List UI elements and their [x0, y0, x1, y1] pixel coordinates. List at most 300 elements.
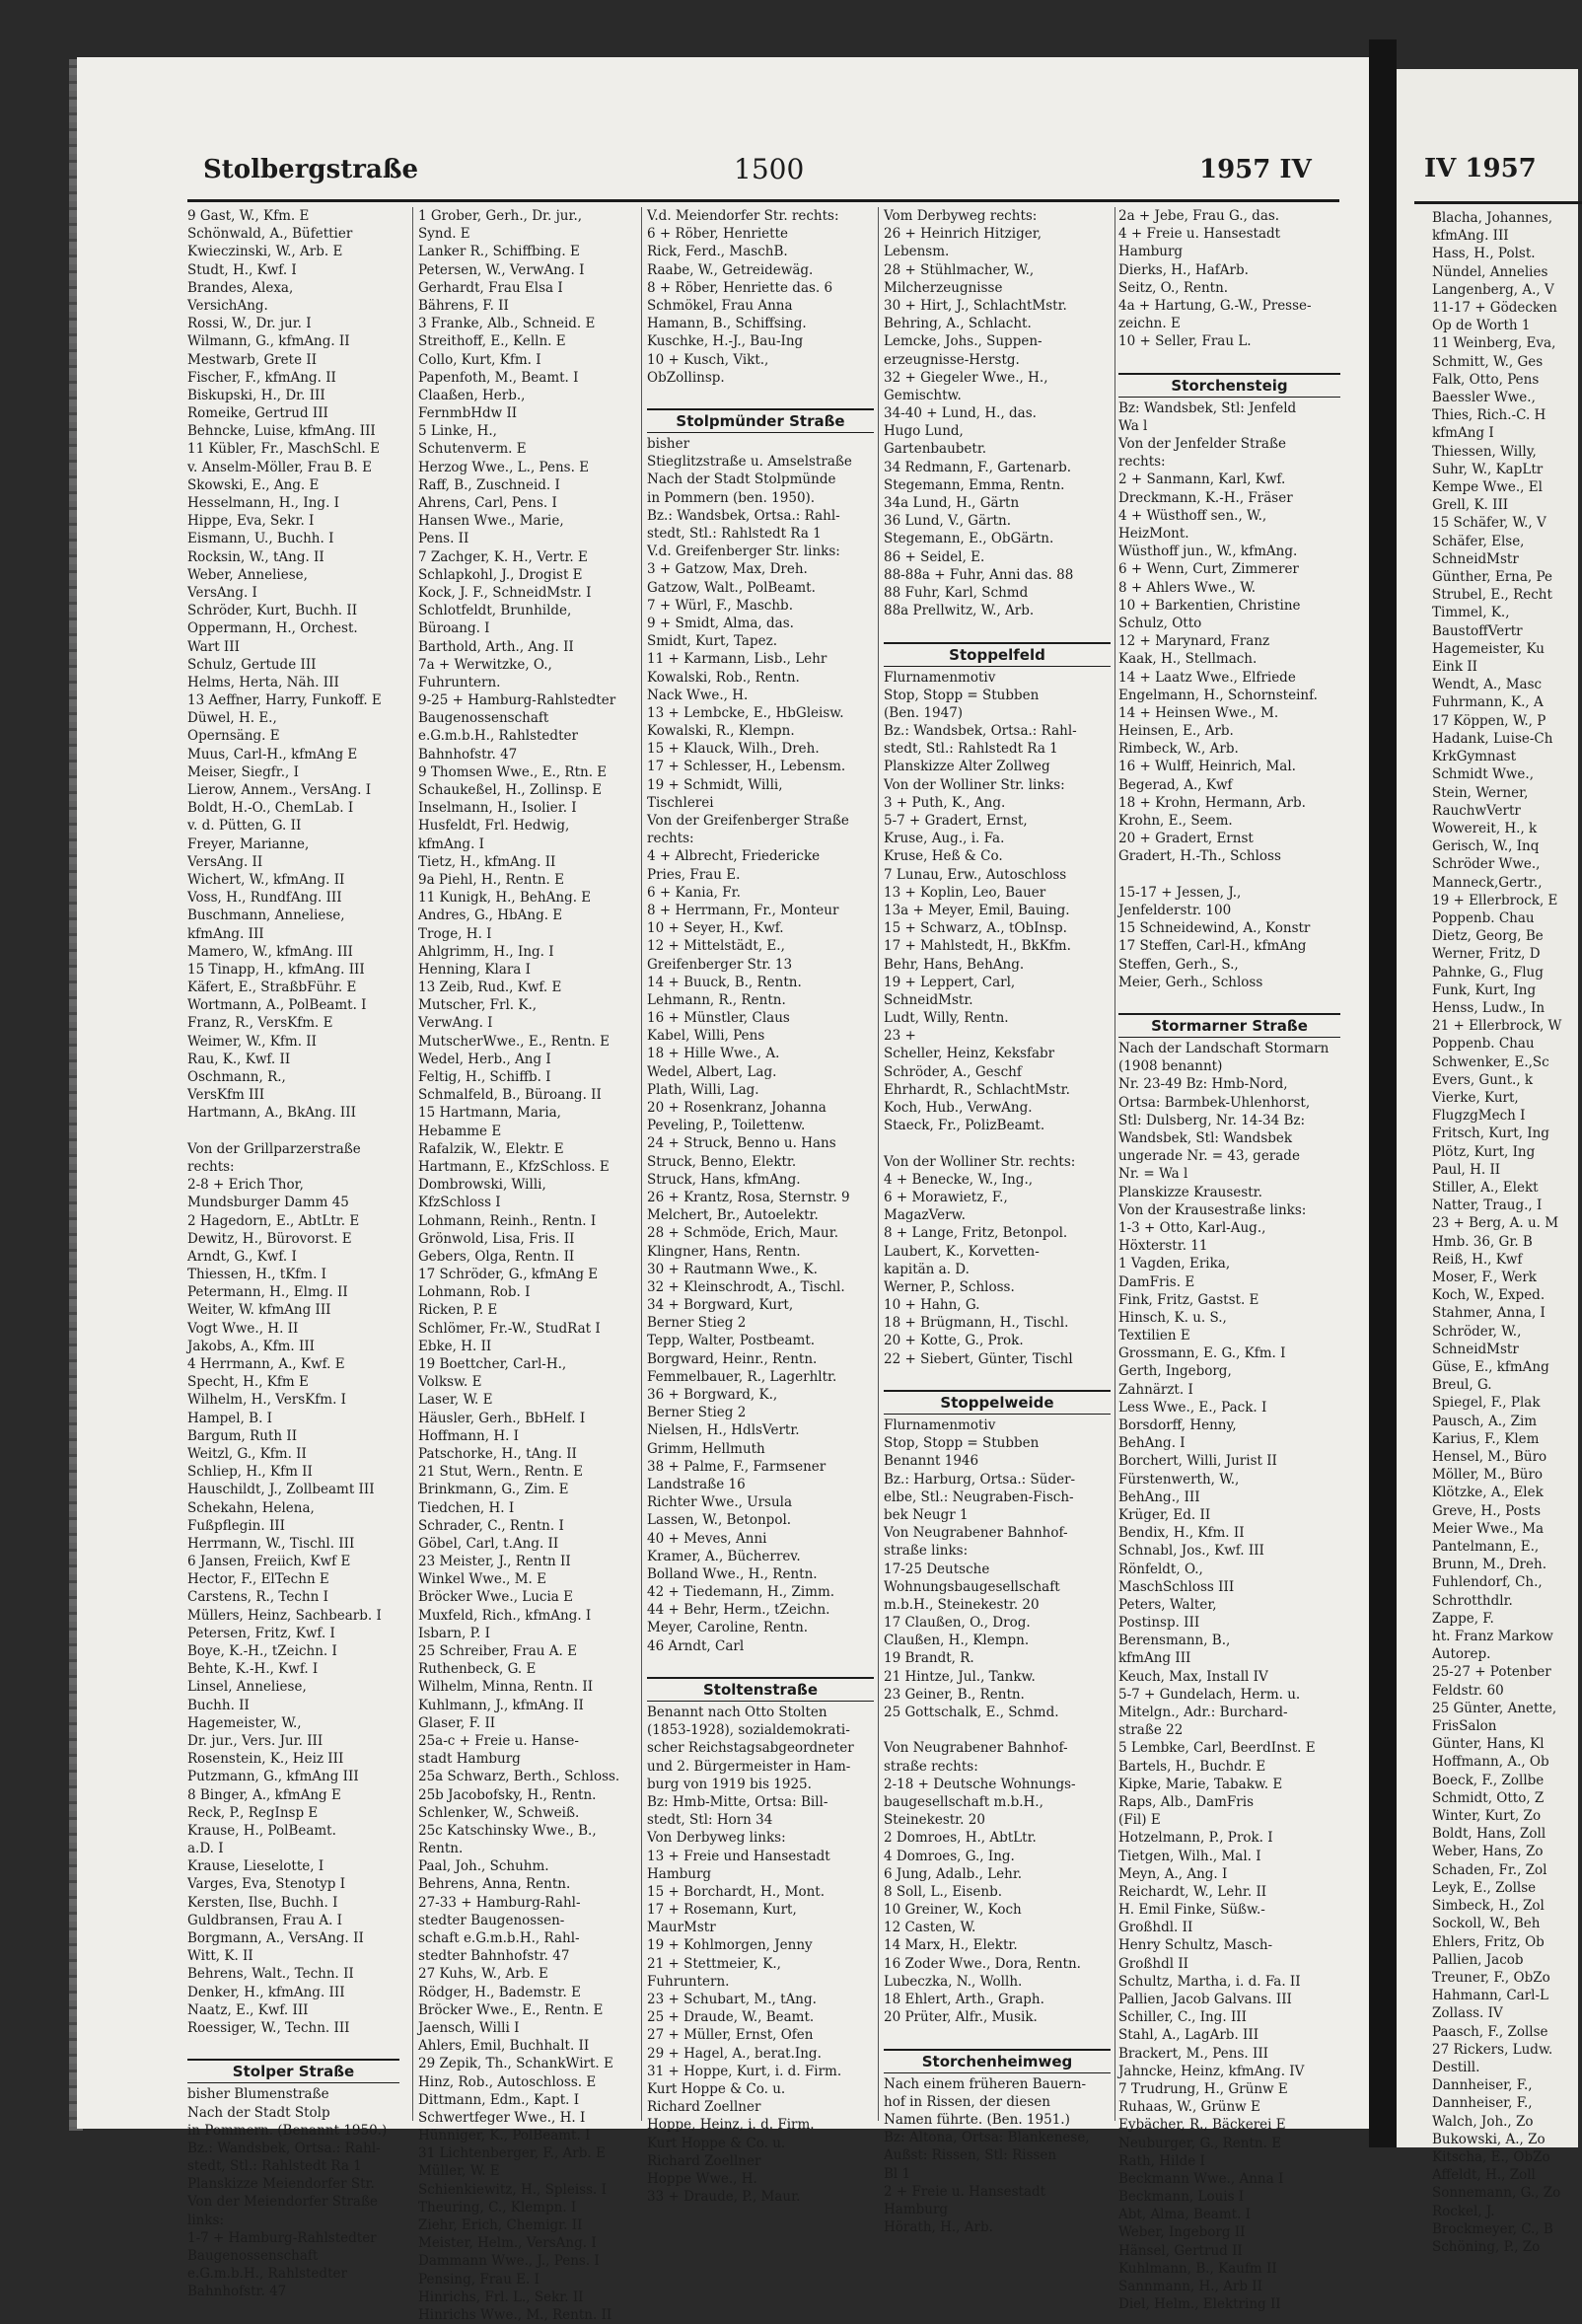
directory-entry: Weber, Anneliese, — [187, 566, 308, 583]
directory-entry: Kuschke, H.-J., Bau-Ing — [647, 333, 804, 350]
directory-entry: 25 Gottschalk, E., Schmd. — [884, 1705, 1059, 1720]
directory-entry: Textilien E — [1118, 1328, 1190, 1344]
directory-entry: Gradert, H.-Th., Schloss — [1118, 848, 1281, 865]
directory-entry: Muus, Carl-H., kfmAng E — [187, 746, 358, 763]
directory-entry: Varges, Eva, Stenotyp I — [187, 1876, 346, 1893]
directory-entry: Schutenverm. E — [418, 441, 527, 458]
directory-entry: Behring, A., Schlacht. — [884, 316, 1032, 332]
directory-entry: 14 + Laatz Wwe., Elfriede — [1118, 669, 1296, 686]
directory-entry: Pallien, Jacob — [1432, 1951, 1524, 1968]
directory-entry: Peters, Walter, — [1118, 1596, 1217, 1613]
directory-entry: kapitän a. D. — [884, 1261, 970, 1277]
directory-entry: Kwieczinski, W., Arb. E — [187, 244, 343, 260]
directory-entry: 3 + Gatzow, Max, Dreh. — [647, 561, 808, 578]
directory-entry: Lehmann, R., Rentn. — [647, 991, 786, 1008]
directory-entry: Wortmann, A., PolBeamt. I — [187, 997, 367, 1014]
directory-entry: Berner Stieg 2 — [647, 1405, 747, 1421]
directory-entry: 6 + Morawietz, F., — [884, 1189, 1008, 1205]
directory-entry: Dammann Wwe., J., Pens. I — [418, 2253, 600, 2270]
directory-entry: (1853-1928), sozialdemokrati- — [647, 1722, 850, 1739]
directory-entry: Fuhlendorf, Ch., — [1432, 1574, 1543, 1591]
directory-entry: Von der Greifenberger Straße — [647, 813, 849, 829]
directory-entry: Kurt Hoppe & Co. u. — [647, 2135, 786, 2151]
directory-entry: Lanker R., Schiffbing. E — [418, 244, 580, 260]
directory-entry: 12 + Mittelstädt, E., — [647, 938, 785, 955]
directory-entry: ObZollinsp. — [647, 369, 725, 386]
directory-entry: Weber, Ingeborg II — [1118, 2224, 1246, 2241]
directory-entry: 15 + Klauck, Wilh., Dreh. — [647, 741, 820, 758]
directory-entry: Hünniger, K., PolBeamt. I — [418, 2128, 591, 2144]
directory-entry: 34 Redmann, F., Gartenarb. — [884, 459, 1072, 475]
directory-entry: Ludt, Willy, Rentn. — [884, 1010, 1009, 1027]
directory-entry: Oppermann, H., Orchest. — [187, 620, 358, 637]
directory-entry: Weiter, W. kfmAng III — [187, 1302, 331, 1319]
directory-entry: Stahmer, Anna, I — [1432, 1305, 1546, 1322]
directory-entry: Studt, H., Kwf. I — [187, 261, 297, 278]
directory-entry: Blacha, Johannes, — [1432, 210, 1553, 226]
directory-entry: VersAng. II — [187, 853, 263, 870]
directory-entry: Vogt Wwe., H. II — [187, 1320, 299, 1337]
directory-entry: Kersten, Ilse, Buchh. I — [187, 1894, 338, 1911]
directory-entry: stedter Baugenossen- — [418, 1912, 565, 1928]
directory-entry: Wilmann, G., kfmAng. II — [187, 333, 350, 350]
directory-entry: Eismann, U., Buchh. I — [187, 531, 334, 547]
directory-entry: Raabe, W., Getreidewäg. — [647, 261, 814, 278]
directory-entry: Simbeck, H., Zol — [1432, 1898, 1545, 1915]
directory-entry: 30 + Rautmann Wwe., K. — [647, 1261, 818, 1277]
directory-entry: m.b.H., Steinekestr. 20 — [884, 1596, 1040, 1613]
directory-entry: Richard Zoellner — [647, 2152, 761, 2169]
directory-entry: 23 Meister, J., Rentn II — [418, 1554, 571, 1570]
directory-entry: 88-88a + Fuhr, Anni das. 88 — [884, 566, 1074, 583]
directory-entry: Behrens, Anna, Rentn. — [418, 1876, 571, 1893]
directory-entry: Buschmann, Anneliese, — [187, 908, 345, 924]
directory-entry: Kempe Wwe., El — [1432, 479, 1543, 496]
directory-entry: 2 + Freie u. Hansestadt — [884, 2183, 1046, 2200]
directory-entry: Keuch, Max, Install IV — [1118, 1668, 1268, 1685]
directory-entry: Ziehr, Erich, Chemigr. II — [418, 2217, 583, 2233]
directory-entry: Laubert, K., Korvetten- — [884, 1243, 1040, 1260]
directory-entry: Schultz, Martha, i. d. Fa. II — [1118, 1973, 1301, 1990]
directory-entry: Hamburg — [1118, 244, 1184, 260]
directory-entry: 21 + Ellerbrock, W — [1432, 1018, 1562, 1035]
directory-entry: Reichardt, W., Lehr. II — [1118, 1883, 1267, 1900]
directory-entry: straße links: — [884, 1543, 969, 1560]
directory-entry: bek Neugr 1 — [884, 1506, 969, 1523]
directory-entry: 27 Rickers, Ludw. — [1432, 2041, 1553, 2058]
directory-entry: Milcherzeugnisse — [884, 279, 1003, 296]
directory-entry: Rentn. — [418, 1841, 464, 1857]
directory-entry: Rick, Ferd., MaschB. — [647, 244, 788, 260]
directory-entry: 16 + Wulff, Heinrich, Mal. — [1118, 759, 1296, 775]
directory-entry: Fink, Fritz, Gastst. E — [1118, 1291, 1259, 1308]
directory-entry: HeizMont. — [1118, 526, 1189, 542]
directory-entry: Schekahn, Helena, — [187, 1499, 315, 1516]
directory-entry: Krohn, E., Seem. — [1118, 813, 1233, 829]
directory-entry: Hoppe Wwe., H. — [647, 2170, 757, 2187]
directory-entry: Tepp, Walter, Postbeamt. — [647, 1333, 816, 1349]
directory-entry: Breul, G. — [1432, 1377, 1492, 1394]
directory-entry: 25 Günter, Anette, — [1432, 1700, 1557, 1716]
directory-entry: Dannheiser, F., — [1432, 2095, 1533, 2112]
directory-entry: MaschSchloss III — [1118, 1578, 1235, 1595]
directory-entry: Müller, W. E — [418, 2163, 500, 2180]
directory-entry: Lemcke, Johs., Suppen- — [884, 333, 1043, 350]
directory-entry: Less Wwe., E., Pack. I — [1118, 1399, 1267, 1416]
directory-entry: Lassen, W., Betonpol. — [647, 1512, 792, 1529]
directory-entry: 23 + — [884, 1028, 916, 1045]
directory-entry: Guldbransen, Frau A. I — [187, 1912, 342, 1928]
directory-entry: 20 Prüter, Alfr., Musik. — [884, 2009, 1038, 2026]
directory-entry: kfmAng III — [1118, 1650, 1191, 1667]
directory-entry: straße rechts: — [884, 1758, 978, 1775]
directory-entry: (Ben. 1947) — [884, 704, 964, 721]
directory-entry: elbe, Stl.: Neugraben-Fisch- — [884, 1489, 1074, 1505]
directory-entry: 33 + Draude, P., Maur. — [647, 2189, 801, 2206]
directory-entry: 1-3 + Otto, Karl-Aug., — [1118, 1219, 1266, 1236]
directory-entry: Großhdl. II — [1118, 1920, 1193, 1936]
directory-entry: Hamann, B., Schiffsing. — [647, 316, 807, 332]
directory-entry: kfmAng I — [1432, 425, 1494, 442]
directory-entry: Ruhaas, W., Grünw E — [1118, 2099, 1260, 2116]
directory-entry: 86 + Seidel, E. — [884, 548, 985, 565]
directory-entry: Bendix, H., Kfm. II — [1118, 1525, 1245, 1542]
directory-entry: 13 Zeib, Rud., Kwf. E — [418, 980, 562, 996]
directory-entry: 34a Lund, H., Gärtn — [884, 495, 1020, 511]
directory-entry: Bz.: Harburg, Ortsa.: Süder- — [884, 1471, 1076, 1488]
directory-entry: 4 + Freie u. Hansestadt — [1118, 226, 1281, 243]
directory-entry: 17 Steffen, Carl-H., kfmAng — [1118, 938, 1307, 955]
directory-entry: Bz: Hmb-Mitte, Ortsa: Bill- — [647, 1793, 828, 1810]
street-section-heading: Stoppelweide — [884, 1390, 1111, 1415]
directory-entry: Hinrichs Wwe., M., Rentn. II — [418, 2306, 612, 2323]
directory-entry: Koch, Hub., VerwAng. — [884, 1100, 1033, 1116]
directory-entry: VersichAng. — [187, 297, 268, 314]
directory-entry: Oschmann, R., — [187, 1069, 286, 1085]
directory-entry: Claußen, H., Klempn. — [884, 1633, 1030, 1649]
directory-entry: 32 + Giegeler Wwe., H., — [884, 369, 1048, 386]
directory-entry: Möller, M., Büro — [1432, 1467, 1544, 1484]
directory-entry — [884, 2026, 1111, 2044]
running-head-street: Stolbergstraße — [203, 155, 419, 184]
directory-entry: Franz, R., VersKfm. E — [187, 1015, 333, 1032]
directory-entry: Borsdorff, Henny, — [1118, 1417, 1237, 1433]
directory-entry: Bz.: Wandsbek, Ortsa.: Rahl- — [884, 723, 1077, 740]
directory-entry: 9 + Smidt, Alma, das. — [647, 615, 794, 631]
directory-entry: Abt, Alma, Beamt. I — [1118, 2207, 1251, 2223]
directory-entry: 6 Jansen, Freiich, Kwf E — [187, 1554, 351, 1570]
directory-entry: Suhr, W., KapLtr — [1432, 461, 1544, 477]
directory-entry: stadt Hamburg — [418, 1751, 521, 1768]
directory-entry: 31 Lichtenberger, F., Arb. E — [418, 2145, 606, 2162]
street-section-heading: Stoppelfeld — [884, 642, 1111, 667]
directory-entry: Rönfeldt, O., — [1118, 1561, 1203, 1577]
directory-entry: Lierow, Annem., VersAng. I — [187, 782, 372, 798]
directory-entry: rechts: — [187, 1158, 235, 1175]
directory-entry: Reck, P., RegInsp E — [187, 1804, 319, 1821]
directory-entry: 2-8 + Erich Thor, — [187, 1177, 304, 1194]
directory-entry: Carstens, R., Techn I — [187, 1589, 328, 1606]
directory-entry: Papenfoth, M., Beamt. I — [418, 369, 579, 386]
directory-entry: Feldstr. 60 — [1432, 1682, 1504, 1699]
directory-entry: Seitz, O., Rentn. — [1118, 279, 1229, 296]
directory-entry: Klingner, Hans, Rentn. — [647, 1243, 801, 1260]
directory-entry: Hinz, Rob., Autoschloss. E — [418, 2073, 597, 2090]
directory-entry: Weitzl, G., Kfm. II — [187, 1445, 307, 1462]
directory-entry: Winter, Kurt, Zo — [1432, 1808, 1542, 1825]
directory-entry: Hinrichs, Frl. L., Sekr. II — [418, 2288, 584, 2305]
directory-entry: Kowalski, Rob., Rentn. — [647, 669, 800, 686]
directory-entry: 13 + Freie und Hansestadt — [647, 1848, 830, 1864]
directory-entry: Paasch, F., Zollse — [1432, 2023, 1548, 2040]
directory-entry: Rossi, W., Dr. jur. I — [187, 316, 312, 332]
directory-entry: 19 + Ellerbrock, E — [1432, 892, 1558, 908]
directory-entry: Biskupski, H., Dr. III — [187, 387, 325, 403]
directory-entry: Lebensm. — [884, 244, 950, 260]
directory-entry: Häusler, Gerh., BbHelf. I — [418, 1410, 586, 1426]
directory-entry: Greve, H., Posts — [1432, 1502, 1542, 1519]
directory-entry: Ahrens, Carl, Pens. I — [418, 495, 557, 511]
directory-entry: 10 + Seller, Frau L. — [1118, 333, 1252, 350]
directory-entry: 17 Claußen, O., Drog. — [884, 1615, 1031, 1632]
directory-entry: Wendt, A., Masc — [1432, 677, 1543, 693]
directory-entry: Inselmann, H., Isolier. I — [418, 800, 577, 817]
directory-entry: 8 Binger, A., kfmAng E — [187, 1786, 341, 1803]
directory-entry: Grossmann, E. G., Kfm. I — [1118, 1345, 1286, 1362]
directory-entry: Pensing, Frau E. I — [418, 2271, 539, 2288]
directory-entry: 2 Hagedorn, E., AbtLtr. E — [187, 1212, 360, 1229]
directory-entry: Wilhelm, Minna, Rentn. II — [418, 1679, 594, 1696]
directory-entry: Hebamme E — [418, 1123, 502, 1139]
directory-entry: 13 Aeffner, Harry, Funkoff. E — [187, 692, 382, 709]
directory-entry: Werner, Fritz, D — [1432, 946, 1541, 963]
directory-entry: Opernsäng. E — [187, 728, 280, 745]
directory-entry: 5-7 + Gundelach, Herm. u. — [1118, 1686, 1301, 1703]
directory-entry: Rath, Hilde I — [1118, 2152, 1205, 2169]
directory-entry: 15 Tinapp, H., kfmAng. III — [187, 961, 365, 978]
directory-entry: Borchert, Willi, Jurist II — [1118, 1453, 1277, 1470]
directory-entry: Beckmann Wwe., Anna I — [1118, 2170, 1284, 2187]
directory-entry: Nündel, Annelies — [1432, 263, 1548, 280]
directory-entry: Glaser, F. II — [418, 1714, 496, 1731]
directory-entry: Hmb. 36, Gr. B — [1432, 1233, 1533, 1250]
directory-entry: Schlenker, W., Schweiß. — [418, 1804, 580, 1821]
directory-entry: Bz.: Wandsbek, Ortsa.: Rahl- — [647, 507, 840, 524]
directory-entry: Baugenossenschaft — [418, 710, 549, 727]
directory-entry: Flurnamenmotiv — [884, 1417, 996, 1433]
directory-entry: 4 + Albrecht, Friedericke — [647, 848, 821, 865]
directory-entry: Krüger, Ed. II — [1118, 1506, 1211, 1523]
directory-entry: Op de Worth 1 — [1432, 318, 1531, 334]
directory-entry: 10 + Barkentien, Christine — [1118, 597, 1301, 614]
directory-entry: 6 Jung, Adalb., Lehr. — [884, 1865, 1023, 1882]
directory-entry: Ahlgrimm, H., Ing. I — [418, 943, 554, 960]
directory-entry: 1-7 + Hamburg-Rahlstedter — [187, 2229, 377, 2246]
directory-entry: Gerth, Ingeborg, — [1118, 1363, 1232, 1380]
directory-entry: Winkel Wwe., M. E — [418, 1571, 546, 1588]
directory-entry: Begerad, A., Kwf — [1118, 776, 1233, 793]
directory-entry: Treuner, F., ObZo — [1432, 1969, 1550, 1986]
directory-entry: Bartels, H., Buchdr. E — [1118, 1758, 1266, 1775]
directory-entry: Schröder Wwe., — [1432, 856, 1541, 873]
directory-entry: Hampel, B. I — [187, 1410, 272, 1426]
directory-entry: VersAng. I — [187, 584, 257, 601]
directory-entry: Krause, H., PolBeamt. — [187, 1822, 336, 1839]
directory-entry: Namen führte. (Ben. 1951.) — [884, 2111, 1070, 2128]
directory-entry: Autorep. — [1432, 1646, 1491, 1663]
directory-entry: Schlotfeldt, Brunhilde, — [418, 603, 572, 619]
directory-entry: schaft e.G.m.b.H., Rahl- — [418, 1930, 580, 1946]
street-section-heading: Stolper Straße — [187, 2059, 399, 2083]
directory-entry: v. Anselm-Möller, Frau B. E — [187, 459, 372, 475]
directory-entry: Dittmann, Edm., Kapt. I — [418, 2091, 580, 2108]
directory-entry: MagazVerw. — [884, 1207, 966, 1224]
directory-entry: 9 Gast, W., Kfm. E — [187, 208, 310, 224]
directory-entry: Schulz, Gertude III — [187, 656, 317, 673]
street-section-heading: Storchenheimweg — [884, 2049, 1111, 2073]
directory-entry: 16 + Münstler, Claus — [647, 1010, 790, 1027]
directory-entry: 23 + Berg, A. u. M — [1432, 1215, 1559, 1232]
directory-entry: rechts: — [647, 831, 694, 847]
directory-entry: Steffen, Gerh., S., — [1118, 956, 1239, 973]
directory-entry: 3 Franke, Alb., Schneid. E — [418, 316, 596, 332]
directory-entry: SchneidMstr — [1432, 1341, 1519, 1357]
directory-entry: Natter, Traug., I — [1432, 1198, 1543, 1214]
directory-entry: Langenberg, A., V — [1432, 281, 1554, 298]
directory-entry: 15-17 + Jessen, J., — [1118, 884, 1242, 901]
directory-entry: Steinekestr. 20 — [884, 1812, 985, 1829]
directory-entry: Werner, P., Schloss. — [884, 1278, 1015, 1295]
directory-entry: Mestwarb, Grete II — [187, 351, 318, 368]
street-section-heading: Stoltenstraße — [647, 1677, 874, 1702]
directory-entry: Behncke, Luise, kfmAng. III — [187, 423, 376, 440]
directory-entry: Theuring, C., Klempn. I — [418, 2199, 577, 2215]
directory-entry: Bz.: Wandsbek, Ortsa.: Rahl- — [187, 2140, 381, 2156]
directory-entry: Stop, Stopp = Stubben — [884, 1435, 1040, 1452]
directory-entry: 15 Schneidewind, A., Konstr — [1118, 920, 1311, 937]
directory-entry: BehAng. I — [1118, 1435, 1186, 1452]
directory-entry: Hugo Lund, — [884, 423, 964, 440]
directory-entry: Manneck,Gertr., — [1432, 874, 1543, 891]
directory-entry: Hector, F., ElTechn E — [187, 1571, 329, 1588]
directory-entry: 40 + Meves, Anni — [647, 1530, 767, 1547]
directory-entry: 44 + Behr, Herm., tZeichn. — [647, 1602, 830, 1619]
directory-entry: Planskizze Meiendorfer Str. — [187, 2176, 375, 2193]
directory-entry: Denker, H., kfmAng. III — [187, 1984, 345, 2000]
directory-entry: KfzSchloss I — [418, 1195, 501, 1211]
directory-entry: Brockmeyer, C., B — [1432, 2220, 1553, 2237]
directory-entry: Müllers, Heinz, Sachbearb. I — [187, 1607, 382, 1624]
directory-entry: Hensel, M., Büro — [1432, 1449, 1547, 1466]
directory-entry: Voss, H., RundfAng. III — [187, 890, 342, 907]
directory-entry: Poppenb. Chau — [1432, 909, 1535, 926]
directory-entry: Gebers, Olga, Rentn. II — [418, 1248, 575, 1265]
directory-entry: Brackert, M., Pens. III — [1118, 2045, 1268, 2062]
directory-entry: Behr, Hans, BehAng. — [884, 956, 1025, 973]
directory-entry: 18 + Brügmann, H., Tischl. — [884, 1315, 1069, 1332]
directory-entry: 2-18 + Deutsche Wohnungs- — [884, 1776, 1076, 1792]
directory-entry: 25c Katschinsky Wwe., B., — [418, 1822, 597, 1839]
directory-entry: Staeck, Fr., PolizBeamt. — [884, 1118, 1045, 1134]
directory-entry: Kurt Hoppe & Co. u. — [647, 2080, 786, 2097]
directory-entry: 13 + Koplin, Leo, Bauer — [884, 884, 1046, 901]
directory-entry: Strubel, E., Recht — [1432, 587, 1552, 604]
directory-entry: 34 + Borgward, Kurt, — [647, 1297, 794, 1314]
directory-entry: Tiedchen, H. I — [418, 1499, 515, 1516]
directory-entry: Von der Wolliner Str. links: — [884, 776, 1065, 793]
directory-entry: 25a-c + Freie u. Hanse- — [418, 1732, 579, 1749]
directory-entry: Wohnungsbaugesellschaft — [884, 1578, 1060, 1595]
facing-page — [1397, 69, 1578, 2255]
directory-entry: Fuhruntern. — [418, 674, 501, 690]
directory-entry: 6 + Kania, Fr. — [647, 884, 741, 901]
directory-entry: Kuhlmann, J., kfmAng. II — [418, 1697, 584, 1713]
directory-entry: Schrader, C., Rentn. I — [418, 1517, 564, 1534]
directory-entry: Schrotthdlr. — [1432, 1592, 1513, 1609]
directory-entry: 11 + Karmann, Lisb., Lehr — [647, 651, 827, 668]
directory-entry: Dewitz, H., Bürovorst. E — [187, 1230, 352, 1247]
directory-entry: Stl: Dulsberg, Nr. 14-34 Bz: — [1118, 1112, 1306, 1128]
directory-entry: Schwertfeger Wwe., H. I — [418, 2109, 586, 2126]
directory-entry: 10 + Seyer, H., Kwf. — [647, 920, 784, 937]
directory-entry: Meyn, A., Ang. I — [1118, 1865, 1228, 1882]
directory-entry: Tietz, H., kfmAng. II — [418, 853, 556, 870]
directory-entry: Meier Wwe., Ma — [1432, 1520, 1545, 1537]
directory-entry: Schönwald, A., Büfettier — [187, 226, 353, 243]
directory-entry: Mitelgn., Adr.: Burchard- — [1118, 1705, 1288, 1720]
directory-entry: Zollass. IV — [1432, 2005, 1503, 2022]
directory-entry: Schröder, Kurt, Buchh. II — [187, 603, 358, 619]
directory-entry: Vierke, Kurt, — [1432, 1089, 1519, 1106]
directory-entry: Von Derbyweg links: — [647, 1830, 786, 1847]
directory-entry: Kramer, A., Bücherrev. — [647, 1548, 801, 1564]
directory-entry: 16 Zoder Wwe., Dora, Rentn. — [884, 1955, 1081, 1972]
directory-entry: Flurnamenmotiv — [884, 669, 996, 686]
directory-entry: Stegemann, Emma, Rentn. — [884, 476, 1065, 493]
directory-entry: scher Reichstagsabgeordneter — [647, 1740, 854, 1757]
directory-entry: Karius, F., Klem — [1432, 1430, 1540, 1447]
directory-entry: Fußpflegin. III — [187, 1517, 285, 1534]
directory-entry: Benannt nach Otto Stolten — [647, 1705, 827, 1720]
directory-entry: Von der Jenfelder Straße — [1118, 436, 1286, 453]
directory-entry: Wedel, Herb., Ang I — [418, 1051, 551, 1067]
directory-entry: 3 + Puth, K., Ang. — [884, 794, 1006, 811]
directory-entry: Von der Meiendorfer Straße — [187, 2194, 378, 2211]
directory-entry: 21 + Stettmeier, K., — [647, 1955, 781, 1972]
directory-entry — [647, 387, 874, 404]
directory-entry: Paul, H. II — [1432, 1161, 1501, 1178]
directory-entry: 32 + Kleinschrodt, A., Tischl. — [647, 1278, 845, 1295]
directory-entry: Großhdl II — [1118, 1955, 1188, 1972]
directory-entry: 1 Vagden, Erika, — [1118, 1256, 1231, 1272]
directory-entry: Nr. = Wa l — [1118, 1166, 1188, 1183]
directory-entry: Pens. II — [418, 531, 469, 547]
directory-entry: Wa l — [1118, 417, 1148, 434]
directory-entry: Bolland Wwe., H., Rentn. — [647, 1565, 818, 1582]
directory-entry: 19 Brandt, R. — [884, 1650, 974, 1667]
directory-entry: Kipke, Marie, Tabakw. E — [1118, 1776, 1283, 1792]
directory-entry: Hörath, H., Arb. — [884, 2219, 993, 2236]
directory-entry: Bl 1 — [884, 2165, 911, 2182]
directory-entry: 24 + Struck, Benno u. Hans — [647, 1135, 836, 1152]
directory-entry: Bährens, F. II — [418, 297, 509, 314]
directory-entry: BehAng., III — [1118, 1489, 1200, 1505]
directory-entry: 26 + Heinrich Hitziger, — [884, 226, 1043, 243]
directory-entry: Melchert, Br., Autoelektr. — [647, 1207, 819, 1224]
directory-entry: 17-25 Deutsche — [884, 1561, 990, 1577]
directory-entry: Kitscha, E., ObZo — [1432, 2148, 1550, 2165]
directory-entry: 2 Domroes, H., AbtLtr. — [884, 1830, 1037, 1847]
